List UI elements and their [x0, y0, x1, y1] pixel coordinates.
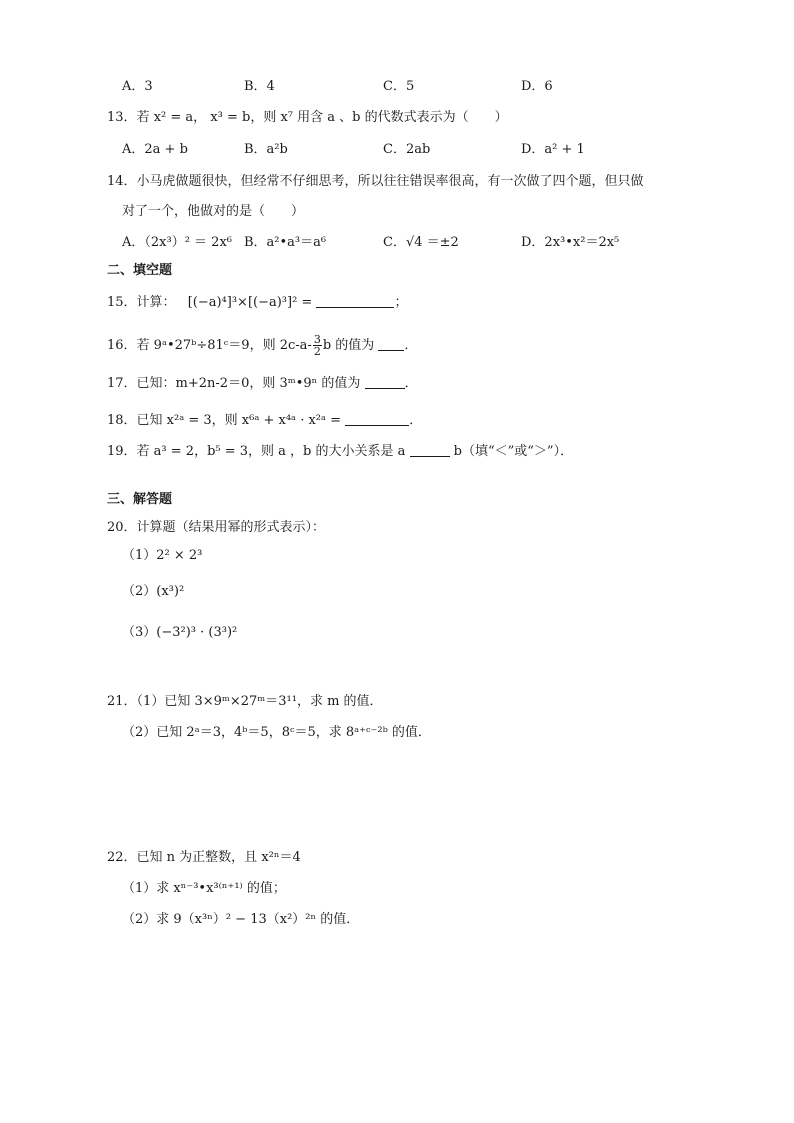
q18-number: 18． — [107, 413, 137, 428]
q13-condition-2: x³ = b — [210, 110, 251, 125]
q13-option-a: A．2a + b — [122, 142, 188, 157]
q13-condition-1: x² = a — [153, 110, 194, 125]
q13-option-b: B．a²b — [244, 142, 288, 157]
q18-answer-blank — [345, 412, 409, 426]
question-16 — [107, 334, 417, 357]
q18-tail: ． — [409, 413, 423, 428]
q19-text: 若 a³ = 2，b⁵ = 3，则 a ，b 的大小关系是 a — [136, 444, 406, 459]
q12-option-b: B．4 — [244, 79, 275, 94]
q14-option-d: D．2x³•x²＝2x⁵ — [521, 235, 620, 250]
q14-option-c: C．√4 ＝±2 — [383, 235, 459, 250]
q17-answer-blank — [365, 375, 405, 389]
question-21 — [107, 693, 383, 711]
q13-option-c: C．2ab — [383, 142, 431, 157]
q15-tail: ； — [394, 295, 408, 310]
q14-option-b: B．a²•a³＝a⁶ — [244, 235, 327, 250]
q16-fraction — [313, 334, 322, 357]
q13-number: 13． — [107, 110, 137, 125]
section-fill-in-title: 二、填空题 — [107, 263, 173, 278]
q20-number: 20． — [107, 520, 137, 535]
q14-line2: 对了一个，他做对的是（ ） — [122, 204, 305, 219]
q13-option-d: D．a² + 1 — [521, 142, 585, 157]
q22-part-2: （2）求 9（x³ⁿ）² − 13（x²）²ⁿ 的值． — [122, 912, 360, 927]
q22-part-1: （1）求 xⁿ⁻³•x³⁽ⁿ⁺¹⁾ 的值； — [122, 881, 286, 896]
q19-answer-blank — [410, 443, 450, 457]
q17-text: 已知：m+2n-2＝0，则 3ᵐ•9ⁿ 的值为 — [136, 376, 361, 391]
q15-number: 15． — [107, 295, 137, 310]
q21-part-1: （1）已知 3×9ᵐ×27ᵐ＝3¹¹，求 m 的值． — [136, 694, 383, 709]
q14-option-a: A．（2x³）² ＝ 2x⁶ — [122, 235, 232, 250]
q13-comma: ， — [193, 110, 207, 125]
q17-number: 17． — [107, 376, 137, 391]
q21-part-2: （2）已知 2ᵃ＝3，4ᵇ＝5，8ᶜ＝5，求 8ᵃ⁺ᶜ⁻²ᵇ 的值． — [122, 725, 431, 740]
question-14 — [107, 173, 644, 191]
q14-line1: 小马虎做题很快，但经常不仔细思考，所以往往错误率很高，有一次做了四个题，但只做 — [136, 174, 644, 189]
q16-text-b: b 的值为 — [322, 338, 375, 353]
q14-number: 14． — [107, 174, 137, 189]
q18-text: 已知 x²ᵃ = 3，则 x⁶ᵃ + x⁴ᵃ · x²ᵃ = — [136, 413, 342, 428]
question-19 — [107, 443, 573, 461]
q21-number: 21． — [107, 694, 137, 709]
q17-tail: ． — [404, 376, 418, 391]
q15-answer-blank — [316, 294, 394, 308]
q16-text-a: 若 9ᵃ•27ᵇ÷81ᶜ＝9，则 2c-a- — [136, 338, 312, 353]
q16-fraction-numerator: 3 — [313, 333, 321, 346]
q16-answer-blank — [378, 337, 404, 351]
section-solve-title: 三、解答题 — [107, 492, 173, 507]
q12-option-a: A．3 — [122, 79, 153, 94]
question-18 — [107, 412, 422, 430]
q16-fraction-denominator: 2 — [313, 345, 321, 358]
question-13 — [107, 109, 508, 127]
question-22 — [107, 849, 301, 867]
q22-number: 22． — [107, 850, 137, 865]
q20-part-3: （3）(−3²)³ · (3³)² — [122, 625, 238, 640]
q20-part-1: （1）2² × 2³ — [122, 548, 203, 563]
q20-part-2: （2）(x³)² — [122, 584, 185, 599]
q19-number: 19． — [107, 444, 137, 459]
q16-number: 16． — [107, 338, 137, 353]
q20-text: 计算题（结果用幂的形式表示）： — [136, 520, 326, 535]
q13-text-a: 若 — [136, 110, 150, 125]
q12-option-c: C．5 — [383, 79, 415, 94]
q22-text: 已知 n 为正整数，且 x²ⁿ＝4 — [136, 850, 301, 865]
q15-expression: [(−a)⁴]³×[(−a)³]² = — [187, 295, 313, 310]
question-15 — [107, 294, 407, 312]
q12-option-d: D．6 — [521, 79, 553, 94]
q19-tail: b（填“＜”或“＞”）． — [453, 444, 574, 459]
q13-text-b: ，则 x⁷ 用含 a 、b 的代数式表示为（ ） — [250, 110, 508, 125]
question-17 — [107, 375, 418, 393]
question-20 — [107, 519, 325, 537]
q15-text: 计算： — [136, 295, 176, 310]
q16-tail: ． — [404, 338, 418, 353]
